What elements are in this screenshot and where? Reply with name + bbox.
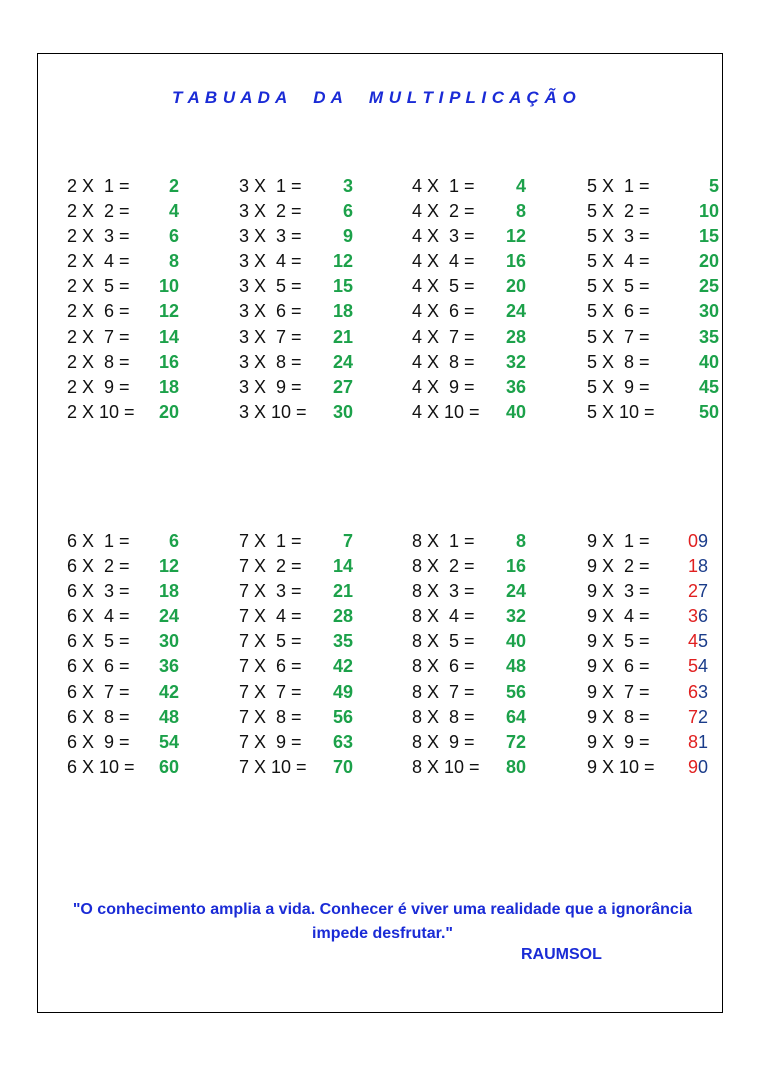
quote-text: "O conhecimento amplia a vida. Conhecer é viver uma realidade que a ignorância impede desfrutar." bbox=[72, 901, 693, 942]
table-row bbox=[239, 325, 353, 350]
table-row bbox=[239, 174, 353, 199]
page-title: T A B U A D A D A M U L T I P L I C A Ç Ã O bbox=[172, 88, 577, 107]
tens-digit: 8 bbox=[688, 731, 699, 752]
table-row bbox=[587, 299, 719, 324]
result-value: 6 bbox=[342, 201, 353, 222]
table-row bbox=[239, 199, 353, 224]
equation-label: 9 X 3 = bbox=[587, 581, 650, 602]
equation-label: 3 X 3 = bbox=[239, 226, 302, 247]
equation-label: 3 X 8 = bbox=[239, 351, 302, 372]
units-digit: 9 bbox=[698, 531, 709, 551]
result-value: 24 bbox=[505, 301, 526, 322]
table-row bbox=[412, 249, 526, 274]
table-row bbox=[587, 174, 719, 199]
equation-label: 6 X 10 = bbox=[67, 756, 135, 777]
table-row bbox=[239, 299, 353, 324]
result-value: 4 bbox=[168, 201, 179, 222]
table-row bbox=[239, 629, 353, 654]
result-value: 7 bbox=[342, 531, 353, 551]
result-value: 40 bbox=[505, 401, 526, 422]
result-value: 50 bbox=[698, 401, 719, 422]
result-value: 24 bbox=[158, 606, 179, 627]
result-value: 36 bbox=[158, 656, 179, 677]
table-row bbox=[67, 654, 179, 679]
equation-label: 8 X 4 = bbox=[412, 606, 475, 627]
equation-label: 5 X 6 = bbox=[587, 301, 650, 322]
table-row bbox=[587, 529, 717, 554]
table-row bbox=[412, 350, 526, 375]
equation-label: 9 X 10 = bbox=[587, 756, 655, 777]
equation-label: 7 X 10 = bbox=[239, 756, 307, 777]
table-row bbox=[67, 579, 179, 604]
table-row bbox=[67, 299, 179, 324]
result-value: 25 bbox=[698, 276, 719, 297]
table-row bbox=[412, 654, 526, 679]
equation-label: 6 X 7 = bbox=[67, 681, 130, 702]
table-row bbox=[587, 654, 717, 679]
table-row bbox=[67, 224, 179, 249]
table-row bbox=[412, 199, 526, 224]
times-table-6 bbox=[67, 529, 179, 780]
equation-label: 6 X 8 = bbox=[67, 706, 130, 727]
result-value: 9 bbox=[342, 226, 353, 247]
table-row bbox=[412, 400, 526, 425]
table-row bbox=[412, 325, 526, 350]
equation-label: 4 X 10 = bbox=[412, 401, 480, 422]
table-row bbox=[239, 755, 353, 780]
equation-label: 6 X 6 = bbox=[67, 656, 130, 677]
result-value: 14 bbox=[158, 326, 179, 347]
result-value bbox=[688, 705, 708, 730]
equation-label: 4 X 7 = bbox=[412, 326, 475, 347]
units-digit: 2 bbox=[698, 706, 709, 727]
result-value bbox=[688, 680, 708, 705]
equation-label: 7 X 5 = bbox=[239, 631, 302, 652]
equation-label: 8 X 5 = bbox=[412, 631, 475, 652]
equation-label: 8 X 2 = bbox=[412, 556, 475, 577]
table-row bbox=[239, 654, 353, 679]
equation-label: 7 X 6 = bbox=[239, 656, 302, 677]
equation-label: 6 X 4 = bbox=[67, 606, 130, 627]
result-value: 30 bbox=[698, 301, 719, 322]
equation-label: 5 X 5 = bbox=[587, 276, 650, 297]
result-value: 4 bbox=[515, 176, 526, 196]
table-row bbox=[587, 680, 717, 705]
result-value: 12 bbox=[332, 251, 353, 272]
equation-label: 5 X 4 = bbox=[587, 251, 650, 272]
table-row bbox=[239, 224, 353, 249]
table-row bbox=[67, 199, 179, 224]
tens-digit: 5 bbox=[688, 656, 699, 677]
equation-label: 2 X 5 = bbox=[67, 276, 130, 297]
equation-label: 9 X 9 = bbox=[587, 731, 650, 752]
table-row bbox=[412, 529, 526, 554]
equation-label: 5 X 10 = bbox=[587, 401, 655, 422]
table-row bbox=[239, 680, 353, 705]
result-value: 18 bbox=[158, 581, 179, 602]
table-row bbox=[412, 604, 526, 629]
result-value: 42 bbox=[158, 681, 179, 702]
equation-label: 2 X 6 = bbox=[67, 301, 130, 322]
units-digit: 7 bbox=[698, 581, 709, 602]
result-value: 48 bbox=[158, 706, 179, 727]
table-row bbox=[239, 350, 353, 375]
result-value: 32 bbox=[505, 351, 526, 372]
equation-label: 8 X 7 = bbox=[412, 681, 475, 702]
result-value bbox=[688, 554, 708, 579]
table-row bbox=[587, 755, 717, 780]
result-value: 10 bbox=[158, 276, 179, 297]
result-value: 6 bbox=[168, 531, 179, 551]
equation-label: 5 X 8 = bbox=[587, 351, 650, 372]
result-value: 12 bbox=[505, 226, 526, 247]
equation-label: 6 X 9 = bbox=[67, 731, 130, 752]
table-row bbox=[587, 274, 719, 299]
equation-label: 4 X 9 = bbox=[412, 376, 475, 397]
table-row bbox=[587, 579, 717, 604]
equation-label: 2 X 7 = bbox=[67, 326, 130, 347]
result-value: 56 bbox=[505, 681, 526, 702]
table-row bbox=[239, 554, 353, 579]
equation-label: 4 X 2 = bbox=[412, 201, 475, 222]
equation-label: 7 X 7 = bbox=[239, 681, 302, 702]
times-table-2 bbox=[67, 174, 179, 425]
equation-label: 2 X 9 = bbox=[67, 376, 130, 397]
tens-digit: 6 bbox=[688, 681, 699, 702]
equation-label: 2 X 8 = bbox=[67, 351, 130, 372]
equation-label: 4 X 4 = bbox=[412, 251, 475, 272]
table-row bbox=[67, 680, 179, 705]
result-value: 63 bbox=[332, 731, 353, 752]
result-value: 48 bbox=[505, 656, 526, 677]
quote-author: RAUMSOL bbox=[521, 946, 602, 963]
result-value: 21 bbox=[332, 326, 353, 347]
table-row bbox=[67, 350, 179, 375]
equation-label: 6 X 2 = bbox=[67, 556, 130, 577]
table-row bbox=[587, 375, 719, 400]
result-value: 24 bbox=[505, 581, 526, 602]
equation-label: 7 X 1 = bbox=[239, 531, 302, 551]
table-row bbox=[587, 730, 717, 755]
equation-label: 4 X 8 = bbox=[412, 351, 475, 372]
equation-label: 2 X 1 = bbox=[67, 176, 130, 196]
equation-label: 2 X 3 = bbox=[67, 226, 130, 247]
table-row bbox=[587, 554, 717, 579]
table-row bbox=[412, 629, 526, 654]
table-row bbox=[239, 249, 353, 274]
equation-label: 7 X 4 = bbox=[239, 606, 302, 627]
result-value: 6 bbox=[168, 226, 179, 247]
tens-digit: 9 bbox=[688, 756, 699, 777]
equation-label: 3 X 7 = bbox=[239, 326, 302, 347]
table-row bbox=[412, 579, 526, 604]
result-value: 56 bbox=[332, 706, 353, 727]
result-value bbox=[688, 730, 708, 755]
table-row bbox=[239, 604, 353, 629]
result-value: 16 bbox=[505, 556, 526, 577]
times-table-8 bbox=[412, 529, 526, 780]
table-row bbox=[67, 274, 179, 299]
table-row bbox=[67, 604, 179, 629]
result-value: 80 bbox=[505, 756, 526, 777]
result-value: 32 bbox=[505, 606, 526, 627]
equation-label: 6 X 5 = bbox=[67, 631, 130, 652]
equation-label: 3 X 6 = bbox=[239, 301, 302, 322]
result-value: 21 bbox=[332, 581, 353, 602]
table-row bbox=[587, 400, 719, 425]
equation-label: 3 X 2 = bbox=[239, 201, 302, 222]
equation-label: 8 X 10 = bbox=[412, 756, 480, 777]
result-value: 72 bbox=[505, 731, 526, 752]
result-value: 20 bbox=[505, 276, 526, 297]
table-row bbox=[587, 629, 717, 654]
table-row bbox=[412, 680, 526, 705]
equation-label: 9 X 6 = bbox=[587, 656, 650, 677]
result-value: 15 bbox=[332, 276, 353, 297]
result-value: 40 bbox=[505, 631, 526, 652]
result-value: 12 bbox=[158, 556, 179, 577]
table-row bbox=[412, 375, 526, 400]
equation-label: 3 X 4 = bbox=[239, 251, 302, 272]
equation-label: 7 X 8 = bbox=[239, 706, 302, 727]
result-value: 14 bbox=[332, 556, 353, 577]
units-digit: 5 bbox=[698, 631, 709, 652]
result-value: 70 bbox=[332, 756, 353, 777]
equation-label: 9 X 8 = bbox=[587, 706, 650, 727]
table-row bbox=[67, 705, 179, 730]
table-row bbox=[412, 554, 526, 579]
equation-label: 2 X 10 = bbox=[67, 401, 135, 422]
units-digit: 4 bbox=[698, 656, 709, 677]
table-row bbox=[67, 400, 179, 425]
table-row bbox=[587, 350, 719, 375]
equation-label: 2 X 2 = bbox=[67, 201, 130, 222]
table-row bbox=[587, 249, 719, 274]
times-table-9 bbox=[587, 529, 717, 780]
result-value: 16 bbox=[505, 251, 526, 272]
table-row bbox=[239, 400, 353, 425]
result-value: 28 bbox=[332, 606, 353, 627]
result-value: 8 bbox=[168, 251, 179, 272]
result-value bbox=[688, 654, 708, 679]
equation-label: 8 X 6 = bbox=[412, 656, 475, 677]
result-value: 30 bbox=[332, 401, 353, 422]
table-row bbox=[67, 730, 179, 755]
table-row bbox=[412, 224, 526, 249]
result-value: 60 bbox=[158, 756, 179, 777]
equation-label: 7 X 3 = bbox=[239, 581, 302, 602]
tens-digit: 2 bbox=[688, 581, 699, 602]
table-row bbox=[239, 529, 353, 554]
table-row bbox=[412, 299, 526, 324]
result-value bbox=[688, 604, 708, 629]
equation-label: 7 X 2 = bbox=[239, 556, 302, 577]
equation-label: 3 X 5 = bbox=[239, 276, 302, 297]
units-digit: 3 bbox=[698, 681, 709, 702]
result-value: 16 bbox=[158, 351, 179, 372]
table-row bbox=[67, 554, 179, 579]
equation-label: 3 X 9 = bbox=[239, 376, 302, 397]
table-row bbox=[239, 375, 353, 400]
units-digit: 8 bbox=[698, 556, 709, 577]
result-value: 24 bbox=[332, 351, 353, 372]
tens-digit: 0 bbox=[688, 531, 699, 551]
result-value: 40 bbox=[698, 351, 719, 372]
result-value bbox=[688, 629, 708, 654]
result-value: 2 bbox=[168, 176, 179, 196]
tens-digit: 3 bbox=[688, 606, 699, 627]
equation-label: 5 X 9 = bbox=[587, 376, 650, 397]
table-row bbox=[67, 174, 179, 199]
result-value: 64 bbox=[505, 706, 526, 727]
result-value: 54 bbox=[158, 731, 179, 752]
table-row bbox=[239, 705, 353, 730]
units-digit: 0 bbox=[698, 756, 709, 777]
equation-label: 9 X 1 = bbox=[587, 531, 650, 551]
table-row bbox=[587, 224, 719, 249]
equation-label: 9 X 2 = bbox=[587, 556, 650, 577]
result-value: 18 bbox=[332, 301, 353, 322]
result-value: 45 bbox=[698, 376, 719, 397]
tens-digit: 1 bbox=[688, 556, 699, 577]
result-value: 15 bbox=[698, 226, 719, 247]
times-table-5 bbox=[587, 174, 719, 425]
table-row bbox=[67, 529, 179, 554]
equation-label: 2 X 4 = bbox=[67, 251, 130, 272]
result-value: 18 bbox=[158, 376, 179, 397]
result-value bbox=[688, 755, 708, 780]
table-row bbox=[67, 249, 179, 274]
result-value: 36 bbox=[505, 376, 526, 397]
result-value: 28 bbox=[505, 326, 526, 347]
equation-label: 4 X 1 = bbox=[412, 176, 475, 196]
equation-label: 8 X 8 = bbox=[412, 706, 475, 727]
result-value: 35 bbox=[698, 326, 719, 347]
result-value: 27 bbox=[332, 376, 353, 397]
table-row bbox=[587, 705, 717, 730]
result-value: 10 bbox=[698, 201, 719, 222]
table-row bbox=[239, 579, 353, 604]
result-value: 3 bbox=[342, 176, 353, 196]
equation-label: 8 X 1 = bbox=[412, 531, 475, 551]
table-row bbox=[587, 325, 719, 350]
table-row bbox=[67, 375, 179, 400]
table-row bbox=[412, 705, 526, 730]
equation-label: 4 X 3 = bbox=[412, 226, 475, 247]
table-row bbox=[239, 274, 353, 299]
equation-label: 9 X 5 = bbox=[587, 631, 650, 652]
units-digit: 6 bbox=[698, 606, 709, 627]
equation-label: 9 X 4 = bbox=[587, 606, 650, 627]
result-value: 20 bbox=[698, 251, 719, 272]
equation-label: 7 X 9 = bbox=[239, 731, 302, 752]
table-row bbox=[587, 199, 719, 224]
tens-digit: 7 bbox=[688, 706, 699, 727]
result-value: 5 bbox=[708, 176, 719, 196]
equation-label: 4 X 5 = bbox=[412, 276, 475, 297]
table-row bbox=[67, 629, 179, 654]
table-row bbox=[412, 755, 526, 780]
table-row bbox=[67, 325, 179, 350]
table-row bbox=[412, 174, 526, 199]
table-row bbox=[239, 730, 353, 755]
equation-label: 5 X 2 = bbox=[587, 201, 650, 222]
result-value: 49 bbox=[332, 681, 353, 702]
equation-label: 6 X 3 = bbox=[67, 581, 130, 602]
equation-label: 8 X 3 = bbox=[412, 581, 475, 602]
times-table-7 bbox=[239, 529, 353, 780]
equation-label: 5 X 1 = bbox=[587, 176, 650, 196]
result-value: 8 bbox=[515, 201, 526, 222]
table-row bbox=[587, 604, 717, 629]
equation-label: 5 X 7 = bbox=[587, 326, 650, 347]
times-table-3 bbox=[239, 174, 353, 425]
units-digit: 1 bbox=[698, 731, 709, 752]
result-value: 30 bbox=[158, 631, 179, 652]
table-row bbox=[67, 755, 179, 780]
table-row bbox=[412, 730, 526, 755]
times-table-4 bbox=[412, 174, 526, 425]
result-value: 8 bbox=[515, 531, 526, 551]
result-value bbox=[688, 529, 708, 554]
equation-label: 8 X 9 = bbox=[412, 731, 475, 752]
table-row bbox=[412, 274, 526, 299]
result-value: 20 bbox=[158, 401, 179, 422]
equation-label: 4 X 6 = bbox=[412, 301, 475, 322]
result-value: 42 bbox=[332, 656, 353, 677]
tens-digit: 4 bbox=[688, 631, 699, 652]
equation-label: 9 X 7 = bbox=[587, 681, 650, 702]
result-value: 12 bbox=[158, 301, 179, 322]
equation-label: 3 X 1 = bbox=[239, 176, 302, 196]
result-value bbox=[688, 579, 708, 604]
equation-label: 3 X 10 = bbox=[239, 401, 307, 422]
equation-label: 6 X 1 = bbox=[67, 531, 130, 551]
result-value: 35 bbox=[332, 631, 353, 652]
equation-label: 5 X 3 = bbox=[587, 226, 650, 247]
